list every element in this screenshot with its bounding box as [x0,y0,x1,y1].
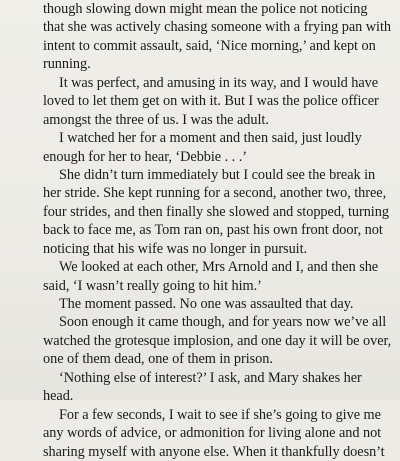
text-line: watched the grotesque implosion, and one day it will be over, [43,332,392,349]
text-line: We looked at each other, Mrs Arnold and I, and then she [59,259,379,276]
text-line: Soon enough it came though, and for years now we’ve all [59,314,387,331]
text-line: back to face me, as Tom ran on, past his own front door, not [43,222,383,239]
text-line: said, ‘I wasn’t really going to hit him.’ [43,277,262,294]
text-line: It was perfect, and amusing in its way, and I would have [59,74,379,91]
text-line: She didn’t turn immediately but I could see the break in [59,166,376,183]
text-line: The moment passed. No one was assaulted that day. [59,296,354,312]
text-line: For a few seconds, I wait to see if she’s going to give me [59,406,381,423]
text-line: one of them dead, one of them in prison. [43,351,273,368]
text-line: loved to let them get on with it. But I was the police officer [43,93,379,110]
text-line: head. [43,388,74,405]
text-line: that she was actively chasing someone with a frying pan with [43,19,391,36]
text-line: amongst the three of us. I was the adult. [43,111,269,128]
text-line: I watched her for a moment and then said, just loudly [59,130,362,147]
text-line: noticing that his wife was no longer in pursuit. [43,240,308,257]
text-line: running. [43,56,91,73]
text-line: her stride. She kept running for a second, another two, three, [43,185,387,202]
text-line: enough for her to hear, ‘Debbie . . .’ [43,148,247,165]
text-line: though slowing down might mean the police not noticing [43,1,368,17]
text-line: four strides, and then finally she slowed and stopped, turning [43,203,389,220]
text-line: any words of advice, or admonition for living alone and not [43,425,382,442]
text-line: ‘Nothing else of interest?’ I ask, and Mary shakes her [59,369,362,386]
text-line: sharing myself with anyone else. When it thankfully doesn’t [43,443,385,460]
text-line: intent to commit assault, said, ‘Nice morning,’ and kept on [43,37,376,54]
page-body-text [43,0,391,461]
